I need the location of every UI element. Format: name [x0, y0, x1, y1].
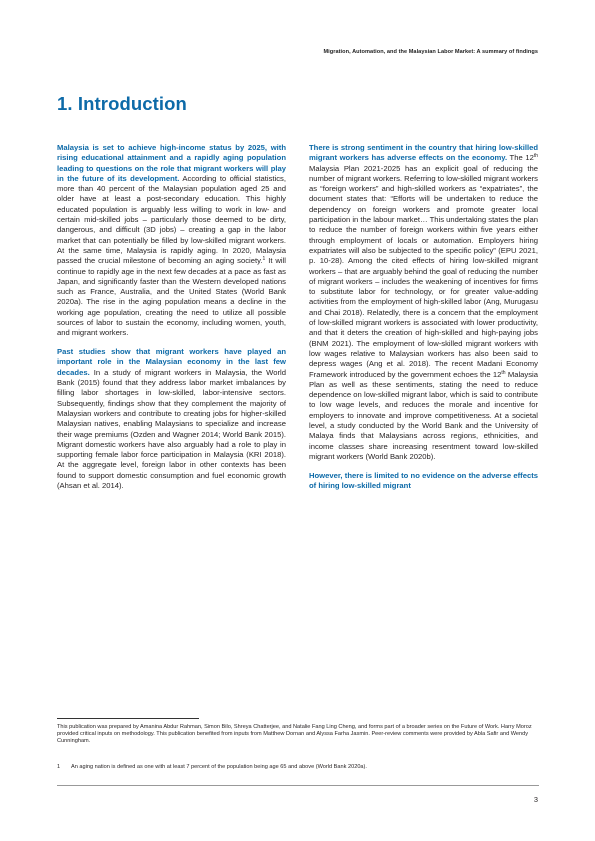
footnote-1-number: 1	[57, 764, 61, 770]
left-paragraph-2-lead: Past studies show that migrant workers have played an important role in the Malaysian economy in the last few decades.	[57, 347, 286, 377]
left-paragraph-2-body: In a study of migrant workers in Malaysia, the World Bank (2015) found that they address labor market imbalances by filling labor shortages in low-skilled, labor-intensive sectors. Subsequently, findings show that they complement the majority of Malaysian workers and contribute to creating jobs for higher-skilled Malaysian natives, enabling Malaysians to specialize and increase their wage premiums (Ozden and Wagner 2014; World Bank 2015). Migrant domestic workers have also arguably had a role to play in supporting female labor force participation in Malaysia (KRI 2018). At the aggregate level, foreign labor in other contexts has been found to support domestic consumption and fuel economic growth (Ahsan et al. 2014).	[57, 367, 286, 490]
footnote-credit: This publication was prepared by Amanina Abdur Rahman, Simon Bilo, Shreya Chatterjee, and Natalie Fang Ling Cheng, and forms part of a broader series on the Future of Work. Harry Moroz provided critical inputs on methodology. This publication benefited from inputs from Matthew Dornan and Alyssa Farha Jasmin. Peer-review comments were provided by Abla Safir and Wendy Cunningham.	[57, 724, 532, 745]
right-paragraph-2-lead: However, there is limited to no evidence on the adverse effects of hiring low-skilled migrant	[309, 470, 538, 490]
footnote-1	[57, 764, 537, 771]
left-paragraph-1-body-a: According to official statistics, more than 40 percent of the Malaysian population aged 25 and older have at least a post-secondary education. This highly educated population is arguably less willing to work in low- and certain mid-skilled jobs – particularly those deemed to be dirty, dangerous, and difficult (3D jobs) – creating a gap in the labor market that can potentially be filled by low-skilled migrant workers. At the same time, Malaysia is rapidly aging. In 2020, Malaysia passed the crucial milestone of becoming an aging society.	[57, 173, 286, 266]
footer-rule	[57, 785, 539, 786]
running-header: Migration, Automation, and the Malaysian Labor Market: A summary of findings	[323, 49, 538, 55]
right-paragraph-1-lead: There is strong sentiment in the country that hiring low-skilled migrant workers has adverse effects on the economy.	[309, 143, 538, 163]
section-title: 1. Introduction	[57, 93, 187, 114]
ordinal-superscript-a: th	[533, 153, 538, 160]
footnote-reference-1[interactable]: 1	[262, 256, 266, 263]
right-paragraph-1	[309, 143, 538, 462]
footnote-1-text: An aging nation is defined as one with at least 7 percent of the population being age 65 and above (World Bank 2020a).	[71, 764, 367, 770]
right-paragraph-1-body-c: Malaysia Plan as well as these sentiments, stating the need to reduce dependence on low-skilled migrant labor, which is said to contribute to low wage levels, and reduces the morale and incentive for employers to innovate and improve competitiveness. At a societal level, a study conducted by the World Bank and the University of Malaya finds that Malaysians across regions, ethnicities, and income classes share increasing resentment toward low-skilled migrant workers (World Bank 2020b).	[309, 369, 538, 461]
ordinal-superscript-b: th	[501, 369, 506, 376]
left-paragraph-1	[57, 143, 286, 339]
right-paragraph-1-body-b: Malaysia Plan 2021-2025 has an explicit goal of reducing the number of migrant workers. Referring to low-skilled migrant workers as “foreign workers” and high-skilled workers as “expatriates”, the document states that: “Efforts will be undertaken to reduce the dependency on foreign workers and promote greater local participation in the labour market… This undertaking states the plan to reduce the number of foreign workers within five years either through employment of locals or automation. Employers hiring expatriates will also be subjected to the specific policy” (EPU 2021, p. 10-28). Among the cited effects of hiring low-skilled migrant workers – that are arguably behind the goal of reducing the number of migrant workers – includes the weakening of incentives for firms to substitute labor for technology, or for greater value-adding activities from the employment of high-skilled labor (Ang, Murugasu and Chai 2018). Relatedly, there is a concern that the employment of low-skilled migrant workers is associated with lower productivity, and that it deters the creation of high-skilled and high-paying jobs (BNM 2021). The employment of low-skilled migrant workers with low wages relative to Malaysian workers has also been said to depress wages (Ang et al. 2018). The recent Madani Economy Framework introduced by the government echoes the 12	[309, 163, 538, 379]
page-number: 3	[533, 795, 538, 804]
left-paragraph-1-lead: Malaysia is set to achieve high-income status by 2025, with rising educational attainment and a rapidly aging population leading to questions on the role that migrant workers will play in the future of its development.	[57, 143, 286, 183]
left-column	[57, 143, 286, 500]
left-paragraph-1-body-b: It will continue to rapidly age in the next few decades at a pace as fast as Japan, and significantly faster than the Western developed nations such as France, Australia, and the United States (World Bank 2020a). The rise in the aging population means a decline in the working age population, creating the need to utilize all possible sources of labor to sustain the economy, including women, youth, and migrant workers.	[57, 256, 286, 338]
right-paragraph-2	[309, 471, 538, 492]
left-paragraph-2	[57, 347, 286, 491]
right-paragraph-1-body-a: The 12	[507, 153, 534, 163]
right-column	[309, 143, 538, 500]
footnote-rule	[57, 718, 199, 719]
